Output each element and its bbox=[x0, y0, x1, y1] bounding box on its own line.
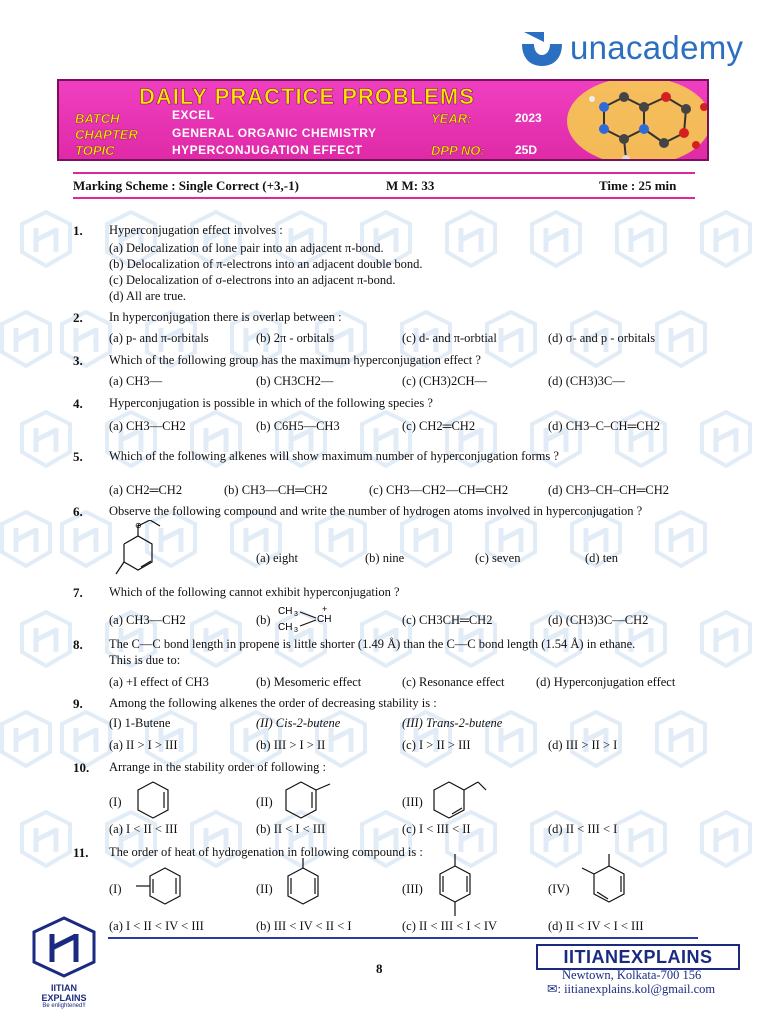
question-number: 4. bbox=[73, 396, 83, 411]
question-number: 1. bbox=[73, 223, 83, 238]
option-d: (d) CH3–CH–CH═CH2 bbox=[548, 483, 670, 497]
watermark-shield-icon bbox=[20, 210, 72, 268]
item-ii-label: (II) bbox=[256, 795, 273, 809]
marking-scheme: Marking Scheme : Single Correct (+3,-1) bbox=[73, 178, 299, 193]
structure-ii bbox=[278, 856, 328, 912]
watermark-shield-icon bbox=[445, 210, 497, 268]
dpp-banner bbox=[57, 79, 709, 161]
question-number: 8. bbox=[73, 637, 83, 652]
item-iii-label: (III) bbox=[402, 795, 423, 809]
svg-text:3: 3 bbox=[294, 627, 298, 633]
dpp-value: 25D bbox=[515, 143, 538, 157]
structure-i bbox=[128, 778, 178, 824]
page-number: 8 bbox=[376, 961, 383, 976]
option-a: (a) eight bbox=[256, 551, 298, 565]
option-b: (b) nine bbox=[365, 551, 405, 565]
option-a: (a) CH3— bbox=[109, 374, 163, 388]
max-marks: M M: 33 bbox=[386, 178, 435, 193]
watermark-shield-icon bbox=[615, 210, 667, 268]
question-number: 11. bbox=[73, 845, 89, 860]
question-number: 9. bbox=[73, 696, 83, 711]
question-text: Hyperconjugation is possible in which of the following species ? bbox=[109, 396, 433, 410]
option-a: (a) +I effect of CH3 bbox=[109, 675, 209, 689]
cyclohexene-structure bbox=[110, 520, 170, 582]
molecule-illustration bbox=[564, 79, 709, 161]
option-a: (a) CH2═CH2 bbox=[109, 483, 183, 497]
structure-i bbox=[130, 864, 190, 910]
question-number: 2. bbox=[73, 310, 83, 325]
option-d: (d) CH3–C–CH═CH2 bbox=[548, 419, 660, 433]
item-iii-label: (III) bbox=[402, 882, 423, 896]
footer-brand: IITIANEXPLAINS bbox=[536, 944, 740, 970]
question-text: Observe the following compound and write the number of hydrogen atoms involved in hyperconjugation ? bbox=[109, 504, 643, 518]
divider-top bbox=[73, 172, 695, 174]
question-number: 5. bbox=[73, 449, 83, 464]
item-i: (I) 1-Butene bbox=[109, 716, 171, 730]
question-text: Arrange in the stability order of following : bbox=[109, 760, 326, 774]
option-b: (b) CH3CH2— bbox=[256, 374, 334, 388]
banner-title: DAILY PRACTICE PROBLEMS bbox=[139, 84, 475, 109]
svg-text:3: 3 bbox=[294, 611, 298, 618]
iitian-shield-icon bbox=[28, 916, 100, 978]
unacademy-logo-icon bbox=[520, 28, 564, 68]
footer-email-text[interactable]: iitianexplains.kol@gmail.com bbox=[564, 982, 716, 996]
svg-text:CH: CH bbox=[278, 606, 293, 617]
batch-value: EXCEL bbox=[172, 108, 215, 122]
option-a: (a) I < II < IV < III bbox=[109, 919, 204, 933]
logo-text: IITIAN EXPLAINS bbox=[41, 983, 87, 1003]
footer-email bbox=[547, 981, 715, 997]
option-d: (d) σ- and p - orbitals bbox=[548, 331, 656, 345]
option-c: (c) II < III < I < IV bbox=[402, 919, 498, 933]
structure-iii bbox=[424, 778, 494, 824]
item-iv-label: (IV) bbox=[548, 882, 570, 896]
structure-iii bbox=[430, 852, 480, 924]
item-ii: (II) Cis-2-butene bbox=[256, 716, 341, 730]
marking-scheme-row bbox=[73, 176, 695, 198]
option-b: (b) bbox=[256, 613, 271, 627]
item-iii: (III) Trans-2-butene bbox=[402, 716, 503, 730]
option-c: (c) (CH3)2CH— bbox=[402, 374, 488, 388]
option-c: (c) Resonance effect bbox=[402, 675, 505, 689]
option-a: (a) Delocalization of lone pair into an adjacent π-bond. bbox=[109, 241, 384, 255]
watermark-shield-icon bbox=[700, 610, 752, 668]
footer-address: Newtown, Kolkata-700 156 bbox=[562, 968, 702, 982]
watermark-shield-icon bbox=[700, 810, 752, 868]
option-c: (c) CH3CH═CH2 bbox=[402, 613, 493, 627]
question-text: Which of the following group has the maximum hyperconjugation effect ? bbox=[109, 353, 481, 367]
svg-text:CH: CH bbox=[278, 622, 293, 633]
option-c: (c) CH3—CH2—CH═CH2 bbox=[369, 483, 509, 497]
item-i-label: (I) bbox=[109, 882, 122, 896]
question-text: In hyperconjugation there is overlap between : bbox=[109, 310, 342, 324]
watermark-shield-icon bbox=[20, 410, 72, 468]
question-text: Which of the following alkenes will show maximum number of hyperconjugation forms ? bbox=[109, 449, 559, 463]
option-d: (d) II < IV < I < III bbox=[548, 919, 644, 933]
svg-text:CH: CH bbox=[317, 614, 332, 625]
mail-icon: ✉: bbox=[547, 982, 561, 996]
watermark-shield-icon bbox=[0, 510, 52, 568]
option-c: (c) d- and π-orbtial bbox=[402, 331, 497, 345]
option-d: (d) ten bbox=[585, 551, 618, 565]
option-d: (d) Hyperconjugation effect bbox=[536, 675, 676, 689]
question-number: 10. bbox=[73, 760, 90, 775]
year-value: 2023 bbox=[515, 111, 542, 125]
question-text-continued: This is due to: bbox=[109, 653, 181, 667]
chapter-value: GENERAL ORGANIC CHEMISTRY bbox=[172, 126, 377, 140]
topic-label: TOPIC bbox=[75, 143, 115, 158]
dpp-label: DPP NO: bbox=[431, 143, 485, 158]
watermark-shield-icon bbox=[60, 310, 112, 368]
option-b: (b) C6H5—CH3 bbox=[256, 419, 340, 433]
question-text: The C—C bond length in propene is little shorter (1.49 Å) than the C—C bond length (1.54 Å) in ethane. bbox=[109, 637, 636, 651]
watermark-shield-icon bbox=[655, 710, 707, 768]
question-text: Among the following alkenes the order of decreasing stability is : bbox=[109, 696, 437, 710]
option-a: (a) p- and π-orbitals bbox=[109, 331, 209, 345]
year-label: YEAR: bbox=[431, 111, 472, 126]
isopropyl-cation-structure bbox=[276, 603, 336, 633]
watermark-shield-icon bbox=[0, 310, 52, 368]
watermark-shield-icon bbox=[60, 510, 112, 568]
option-d: (d) (CH3)3C—CH2 bbox=[548, 613, 649, 627]
option-c: (c) I < III < II bbox=[402, 822, 471, 836]
option-d: (d) II < III < I bbox=[548, 822, 618, 836]
watermark-shield-icon bbox=[700, 210, 752, 268]
option-c: (c) Delocalization of σ-electrons into an adjacent π-bond. bbox=[109, 273, 396, 287]
structure-ii bbox=[276, 778, 336, 824]
footer-divider bbox=[108, 937, 698, 939]
option-b: (b) Delocalization of π-electrons into an adjacent double bond. bbox=[109, 257, 423, 271]
option-d: (d) (CH3)3C— bbox=[548, 374, 625, 388]
watermark-shield-icon bbox=[655, 310, 707, 368]
divider-bottom bbox=[73, 197, 695, 199]
option-b: (b) 2π - orbitals bbox=[256, 331, 335, 345]
watermark-shield-icon bbox=[530, 810, 582, 868]
option-b: (b) II < I < III bbox=[256, 822, 326, 836]
question-number: 6. bbox=[73, 504, 83, 519]
unacademy-logo bbox=[520, 28, 743, 68]
option-b: (b) Mesomeric effect bbox=[256, 675, 362, 689]
option-a: (a) CH3—CH2 bbox=[109, 419, 186, 433]
watermark-shield-icon bbox=[20, 810, 72, 868]
option-c: (c) seven bbox=[475, 551, 521, 565]
option-c: (c) I > II > III bbox=[402, 738, 471, 752]
option-a: (a) CH3—CH2 bbox=[109, 613, 186, 627]
time-limit: Time : 25 min bbox=[599, 178, 677, 193]
option-c: (c) CH2═CH2 bbox=[402, 419, 476, 433]
option-b: (b) III > I > II bbox=[256, 738, 326, 752]
item-ii-label: (II) bbox=[256, 882, 273, 896]
option-a: (a) II > I > III bbox=[109, 738, 178, 752]
logo-tagline: Be enlightened!! bbox=[42, 1003, 86, 1009]
option-b: (b) CH3—CH═CH2 bbox=[224, 483, 328, 497]
watermark-shield-icon bbox=[530, 210, 582, 268]
chapter-label: CHAPTER bbox=[75, 127, 138, 142]
svg-text:⊕: ⊕ bbox=[135, 521, 142, 530]
watermark-shield-icon bbox=[655, 510, 707, 568]
structure-iv bbox=[580, 852, 636, 912]
watermark-shield-icon bbox=[700, 410, 752, 468]
question-number: 7. bbox=[73, 585, 83, 600]
unacademy-wordmark: unacademy bbox=[570, 29, 744, 66]
topic-value: HYPERCONJUGATION EFFECT bbox=[172, 143, 363, 157]
watermark-shield-icon bbox=[0, 710, 52, 768]
batch-label: BATCH bbox=[75, 111, 120, 126]
item-i-label: (I) bbox=[109, 795, 122, 809]
option-d: (d) All are true. bbox=[109, 289, 187, 303]
watermark-shield-icon bbox=[20, 610, 72, 668]
option-b: (b) III < IV < II < I bbox=[256, 919, 352, 933]
question-text: Hyperconjugation effect involves : bbox=[109, 223, 283, 237]
iitian-explains-logo bbox=[28, 916, 100, 1009]
svg-text:+: + bbox=[322, 604, 328, 614]
question-text: The order of heat of hydrogenation in following compound is : bbox=[109, 845, 423, 859]
option-a: (a) I < II < III bbox=[109, 822, 178, 836]
question-text: Which of the following cannot exhibit hyperconjugation ? bbox=[109, 585, 400, 599]
question-number: 3. bbox=[73, 353, 83, 368]
option-d: (d) III > II > I bbox=[548, 738, 618, 752]
